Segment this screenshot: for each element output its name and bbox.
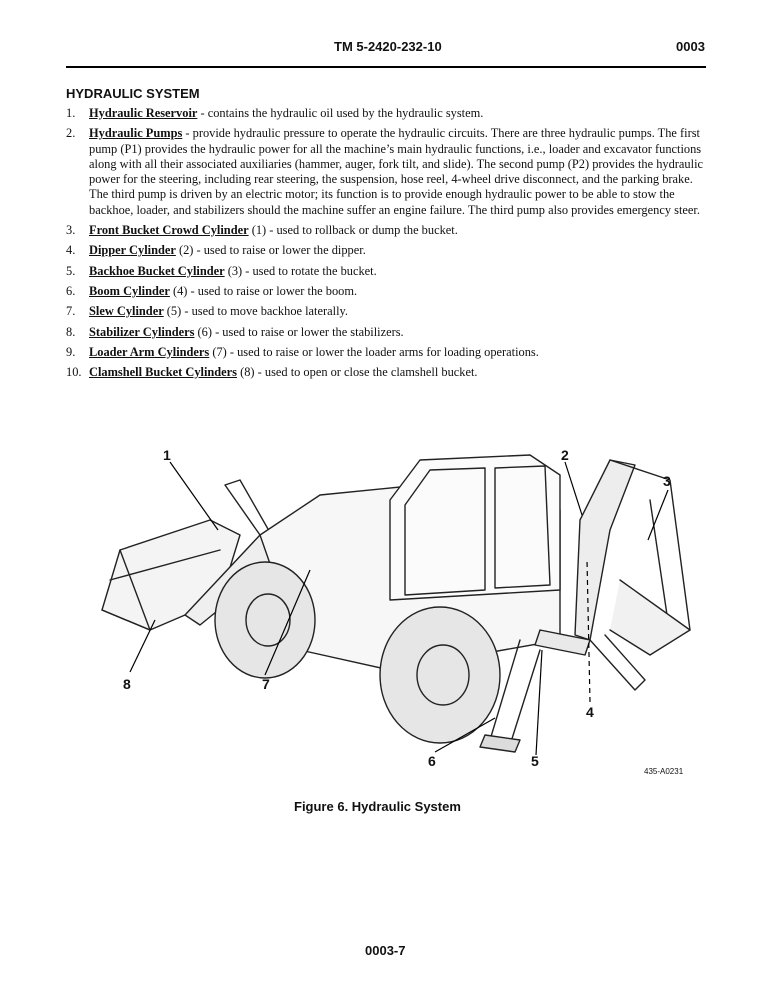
section-title: HYDRAULIC SYSTEM <box>66 86 200 101</box>
item-term: Stabilizer Cylinders <box>89 324 195 339</box>
list-item: 8. Stabilizer Cylinders (6) - used to raise or lower the stabilizers. <box>66 324 404 339</box>
page-number: 0003-7 <box>365 943 406 958</box>
item-text: (1) - used to rollback or dump the bucket. <box>248 223 458 238</box>
item-text: (2) - used to raise or lower the dipper. <box>175 243 366 258</box>
list-item: 10. Clamshell Bucket Cylinders (8) - used to open or close the clamshell bucket. <box>66 365 478 380</box>
item-text: (3) - used to rotate the bucket. <box>224 263 377 278</box>
item-text: (5) - used to move backhoe laterally. <box>163 304 349 319</box>
figure-caption: Figure 6. Hydraulic System <box>294 799 461 814</box>
item-term: Backhoe Bucket Cylinder <box>89 263 225 278</box>
header-rule <box>66 66 706 68</box>
item-text: - provide hydraulic pressure to operate the hydraulic circuits. There are three hydraulic pumps. The first pump (P1) provides the hydraulic power for all the machine’s main hydraulic functions, i.e., loader and excavator functions along with all their associated auxiliaries (hammer, auger, fork tilt, and slide). The second pump (P2) provides the hydraulic power for the steering, including rear steering, the suspension, hose reel, 4-wheel drive disconnect, and the parking brake. The third pump is driven by an electric motor; its function is to provide enough hydraulic power to be able to stow the backhoe, loader, and stabilizers should the machine suffer an engine failure. The third pump also provides emergency steer. <box>89 126 704 217</box>
section-number: 0003 <box>676 39 705 54</box>
item-term: Boom Cylinder <box>89 283 170 298</box>
callout-8: 8 <box>123 676 131 692</box>
callout-1: 1 <box>163 447 171 463</box>
list-item: 1. Hydraulic Reservoir - contains the hydraulic oil used by the hydraulic system. <box>66 106 484 120</box>
list-item: 9. Loader Arm Cylinders (7) - used to raise or lower the loader arms for loading operations. <box>66 344 539 359</box>
item-term: Hydraulic Pumps <box>89 126 183 141</box>
item-text: (6) - used to raise or lower the stabilizers. <box>194 324 404 339</box>
item-term: Hydraulic Reservoir <box>89 106 198 120</box>
callout-4: 4 <box>586 704 594 720</box>
list-item: 4. Dipper Cylinder (2) - used to raise or lower the dipper. <box>66 243 366 258</box>
callout-7: 7 <box>262 676 270 692</box>
list-item: 6. Boom Cylinder (4) - used to raise or lower the boom. <box>66 283 358 298</box>
item-text: - contains the hydraulic oil used by the hydraulic system. <box>197 106 484 120</box>
item-term: Slew Cylinder <box>89 304 164 319</box>
callout-6: 6 <box>428 753 436 769</box>
list-item: 7. Slew Cylinder (5) - used to move backhoe laterally. <box>66 304 349 319</box>
document-id: TM 5-2420-232-10 <box>334 39 442 54</box>
callout-2: 2 <box>561 447 569 463</box>
backhoe-illustration <box>90 440 710 780</box>
item-term: Front Bucket Crowd Cylinder <box>89 223 249 238</box>
item-text: (8) - used to open or close the clamshell bucket. <box>237 365 478 380</box>
item-term: Loader Arm Cylinders <box>89 344 210 359</box>
list-item: 3. Front Bucket Crowd Cylinder (1) - used to rollback or dump the bucket. <box>66 223 458 238</box>
callout-5: 5 <box>531 753 539 769</box>
item-term: Clamshell Bucket Cylinders <box>89 365 238 380</box>
item-text: (7) - used to raise or lower the loader arms for loading operations. <box>209 344 539 359</box>
component-list <box>66 106 706 385</box>
list-item: 5. Backhoe Bucket Cylinder (3) - used to rotate the bucket. <box>66 263 377 278</box>
item-term: Dipper Cylinder <box>89 243 176 258</box>
callout-3: 3 <box>663 473 671 489</box>
list-item: 2. Hydraulic Pumps - provide hydraulic pressure to operate the hydraulic circuits. There are three hydraulic pumps. The first pump (P1) provides the hydraulic power for all the machine’s main hydraulic functions, i.e., loader and excavator functions along with all their associated auxiliaries (hammer, auger, fork tilt, and slide). The second pump (P2) provides the hydraulic power for the steering, including rear steering, the suspension, hose reel, 4-wheel drive disconnect, and the parking brake. The third pump is driven by an electric motor; its function is to provide enough hydraulic power to be able to stow the backhoe, loader, and stabilizers should the machine suffer an engine failure. The third pump also provides emergency steer. <box>66 126 704 217</box>
figure-code: 435-A0231 <box>644 767 684 776</box>
item-text: (4) - used to raise or lower the boom. <box>169 283 358 298</box>
